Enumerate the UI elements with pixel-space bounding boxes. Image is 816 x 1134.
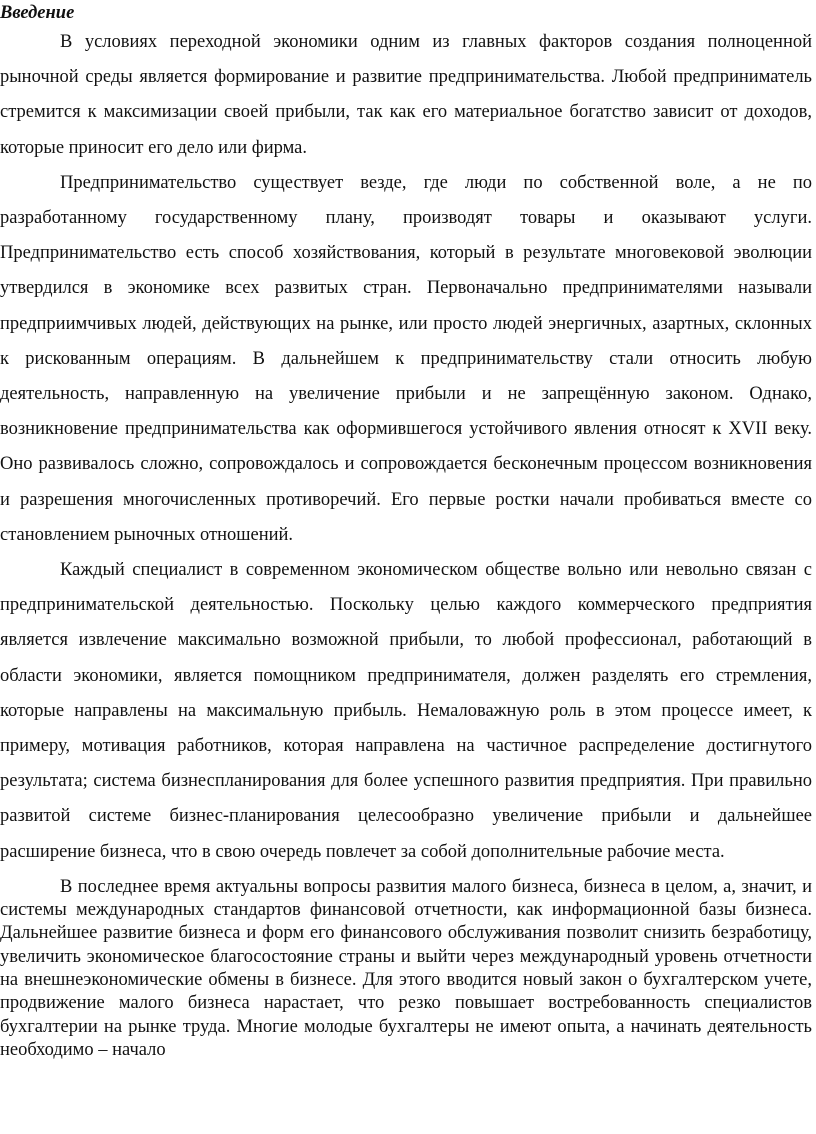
paragraph-2: Предпринимательство существует везде, где люди по собственной воле, а не по разработанному государственному плану, производят товары и оказывают услуги. Предпринимательство есть способ хозяйствования, который в результате многовековой эволюции утвердился в экономике всех развитых стран. Первоначально предпринимателями называли предприимчивых людей, действующих на рынке, или просто людей энергичных, азартных, склонных к рискованным операциям. В дальнейшем к предпринимательству стали относить любую деятельность, направленную на увеличение прибыли и не запрещённую законом. Однако, возникновение предпринимательства как оформившегося устойчивого явления относят к XVII веку. Оно развивалось сложно, сопровождалось и сопровождается бесконечным процессом возникновения и разрешения многочисленных противоречий. Его первые ростки начали пробиваться вместе со становлением рыночных отношений. xyxy=(0,172,812,545)
document-heading: Введение xyxy=(0,3,75,23)
paragraph-1: В условиях переходной экономики одним из главных факторов создания полноценной рыночной среды является формирование и развитие предпринимательства. Любой предприниматель стремится к максимизации своей прибыли, так как его материальное богатство зависит от доходов, которые приносит его дело или фирма. xyxy=(0,32,812,158)
paragraph-3: Каждый специалист в современном экономическом обществе вольно или невольно связан с предпринимательской деятельностью. Поскольку целью каждого коммерческого предприятия является извлечение максимально возможной прибыли, то любой профессионал, работающий в области экономики, является помощником предпринимателя, должен разделять его стремления, которые направлены на максимальную прибыль. Немаловажную роль в этом процессе имеет, к примеру, мотивация работников, которая направлена на частичное распределение достигнутого результата; система бизнеспланирования для более успешного развития предприятия. При правильно развитой системе бизнес-планирования целесообразно увеличение прибыли и дальнейшее расширение бизнеса, что в свою очередь повлечет за собой дополнительные рабочие места. xyxy=(0,560,812,862)
paragraph-4: В последнее время актуальны вопросы развития малого бизнеса, бизнеса в целом, а, значит, и системы международных стандартов финансовой отчетности, как информационной базы бизнеса. Дальнейшее развитие бизнеса и форм его финансового обслуживания позволит снизить безработицу, увеличить экономическое благосостояние страны и выйти через международный уровень отчетности на внешнеэкономические обмены в бизнесе. Для этого вводится новый закон о бухгалтерском учете, продвижение малого бизнеса нарастает, что резко повышает востребованность специалистов бухгалтерии на рынке труда. Многие молодые бухгалтеры не имеют опыта, а начинать деятельность необходимо – начало xyxy=(0,876,812,1060)
